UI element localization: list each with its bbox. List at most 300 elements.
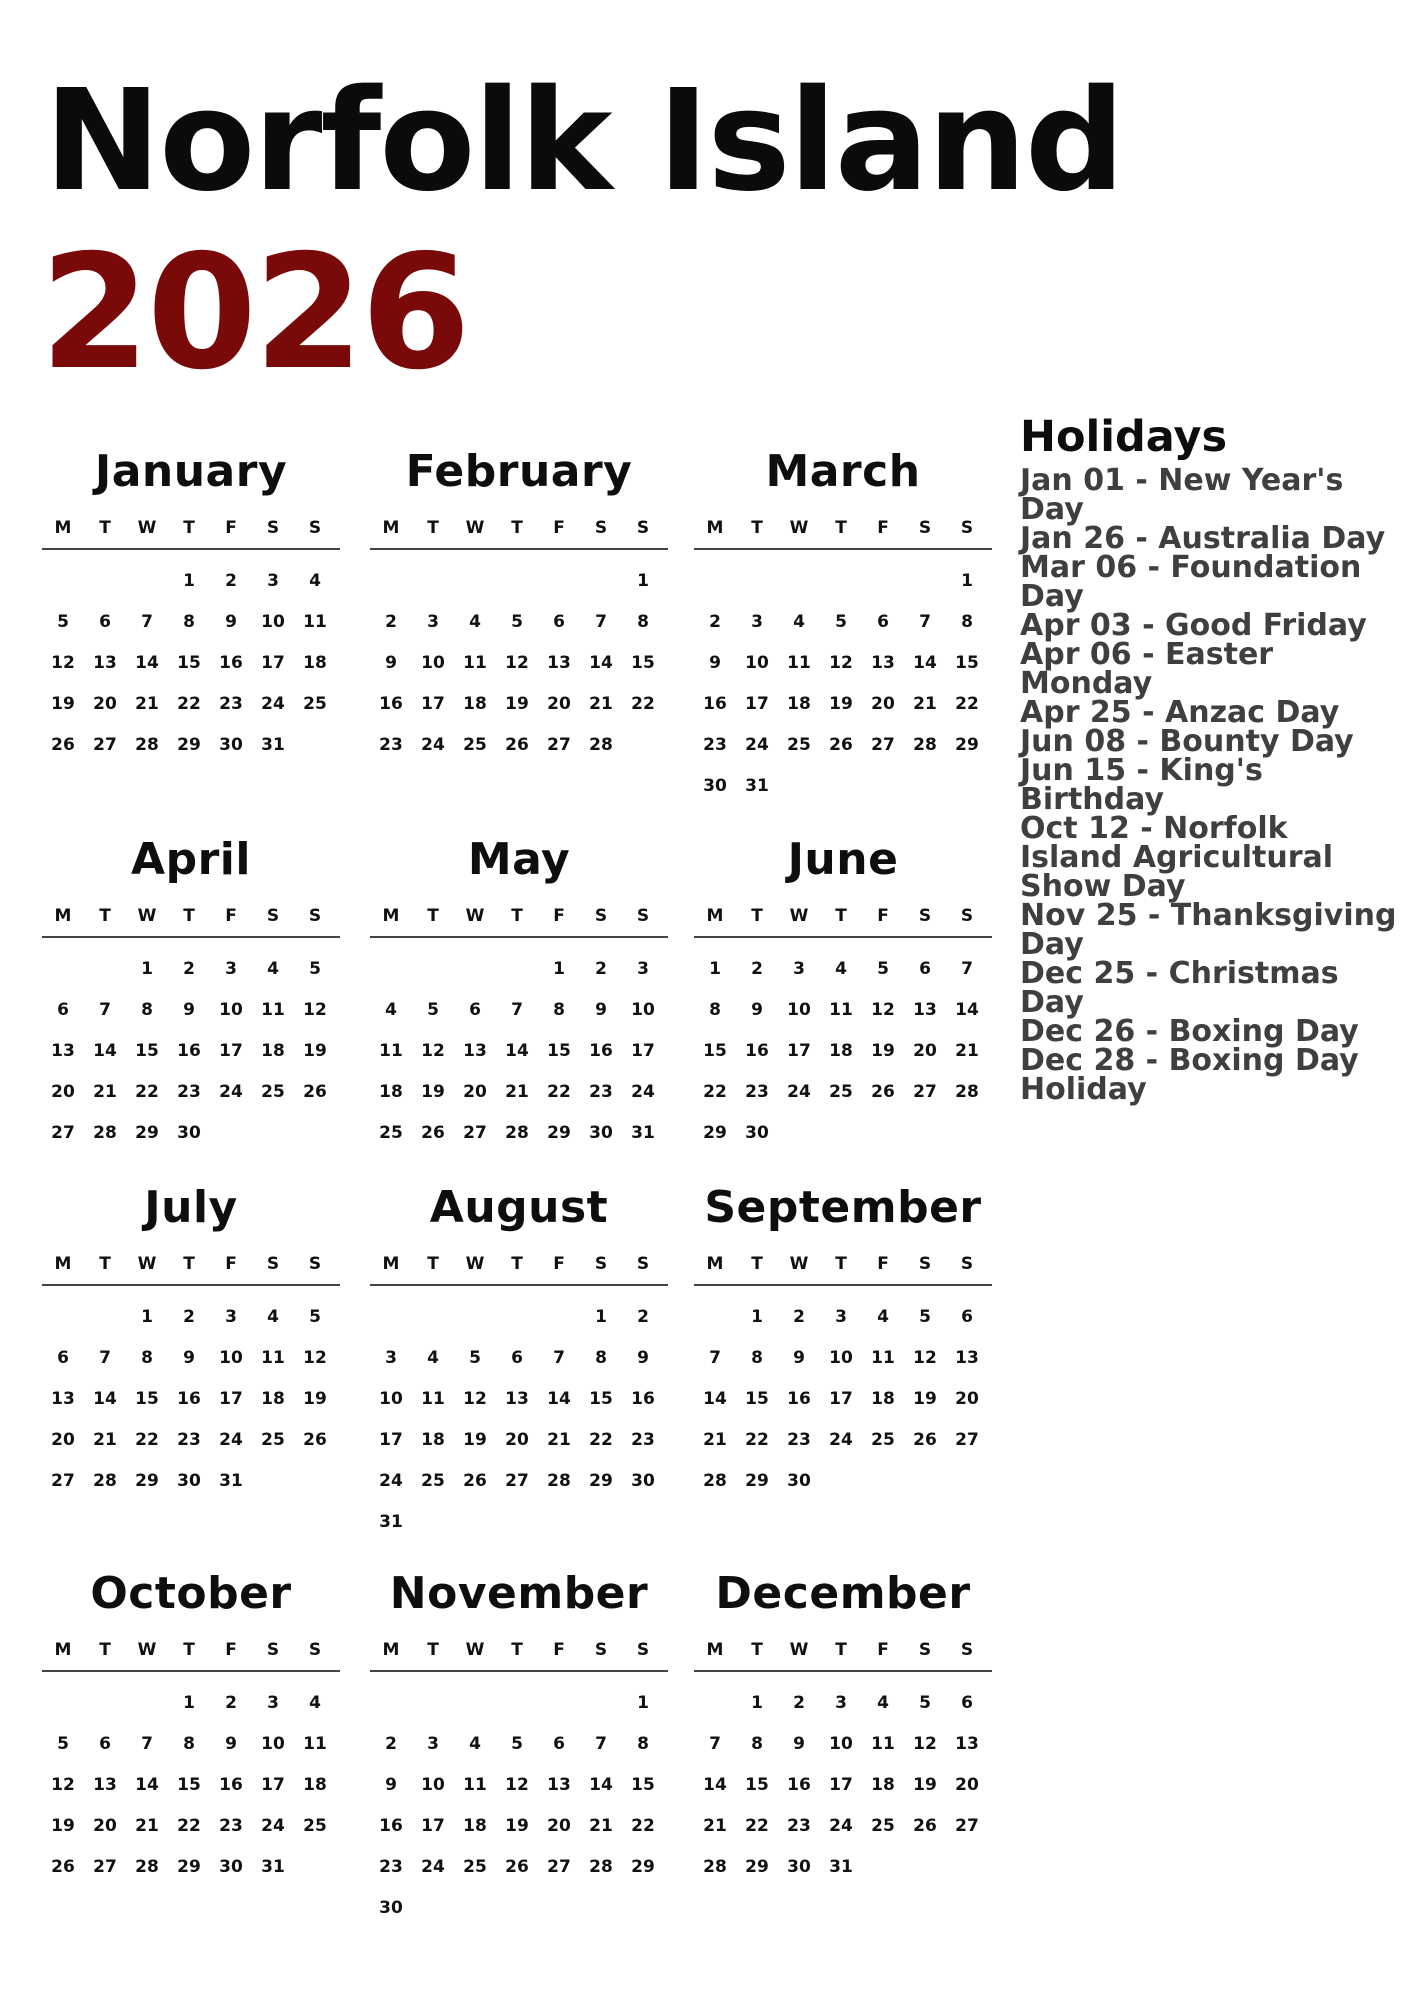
day-cell: 7 (961, 958, 973, 979)
day-cell: 24 (829, 1429, 853, 1450)
day-cell: 17 (421, 1815, 445, 1836)
day-cell: 1 (595, 1306, 607, 1327)
holidays-list (1020, 463, 1400, 1107)
day-cell: 23 (177, 1081, 201, 1102)
day-cell: 25 (787, 734, 811, 755)
month-name: September (704, 1182, 982, 1233)
day-cell: 6 (553, 611, 565, 632)
day-cell: 27 (913, 1081, 937, 1102)
day-cell: 11 (261, 1347, 285, 1368)
holiday-item: Dec 26 - Boxing Day (1020, 1014, 1359, 1049)
day-cell: 30 (177, 1122, 201, 1143)
day-cell: 14 (135, 652, 159, 673)
day-cell: 31 (631, 1122, 655, 1143)
day-cell: 16 (787, 1388, 811, 1409)
day-cell: 7 (511, 999, 523, 1020)
day-cell: 7 (141, 1733, 153, 1754)
day-cell: 19 (505, 693, 529, 714)
weekday-label: T (183, 1640, 195, 1660)
day-cell: 14 (547, 1388, 571, 1409)
day-cell: 25 (421, 1470, 445, 1491)
day-cell: 7 (595, 1733, 607, 1754)
day-cell: 13 (955, 1347, 979, 1368)
day-cell: 22 (955, 693, 979, 714)
weekday-label: T (511, 1254, 523, 1274)
day-cell: 10 (379, 1388, 403, 1409)
day-cell: 21 (703, 1815, 727, 1836)
day-cell: 3 (385, 1347, 397, 1368)
day-cell: 11 (829, 999, 853, 1020)
weekday-label: S (266, 1640, 280, 1660)
days-grid (42, 560, 340, 765)
day-cell: 1 (183, 570, 195, 591)
day-cell: 11 (303, 611, 327, 632)
day-cell: 24 (219, 1429, 243, 1450)
weekday-label: T (751, 1254, 763, 1274)
day-cell: 22 (745, 1815, 769, 1836)
day-cell: 12 (829, 652, 853, 673)
month-april (42, 832, 340, 1153)
day-cell: 4 (267, 1306, 279, 1327)
month-july (42, 1180, 340, 1501)
weekday-header (42, 1254, 340, 1286)
day-cell: 9 (793, 1733, 805, 1754)
days-grid (42, 1296, 340, 1501)
day-cell: 19 (505, 1815, 529, 1836)
day-cell: 20 (955, 1774, 979, 1795)
day-cell: 11 (871, 1733, 895, 1754)
weekday-header (42, 1640, 340, 1672)
weekday-label: T (835, 518, 847, 538)
day-cell: 4 (877, 1692, 889, 1713)
day-cell: 29 (177, 1856, 201, 1877)
day-cell: 4 (793, 611, 805, 632)
day-cell: 24 (787, 1081, 811, 1102)
day-cell: 22 (177, 693, 201, 714)
day-cell: 19 (871, 1040, 895, 1061)
holiday-item: Apr 03 - Good Friday (1020, 608, 1367, 643)
day-cell: 22 (177, 1815, 201, 1836)
month-name: June (787, 834, 899, 885)
day-cell: 24 (219, 1081, 243, 1102)
day-cell: 18 (303, 652, 327, 673)
day-cell: 2 (225, 570, 237, 591)
day-cell: 23 (745, 1081, 769, 1102)
day-cell: 12 (505, 1774, 529, 1795)
day-cell: 20 (93, 693, 117, 714)
day-cell: 3 (225, 958, 237, 979)
day-cell: 17 (261, 652, 285, 673)
day-cell: 1 (709, 958, 721, 979)
day-cell: 29 (955, 734, 979, 755)
day-cell: 10 (631, 999, 655, 1020)
day-cell: 5 (309, 1306, 321, 1327)
day-cell: 10 (787, 999, 811, 1020)
day-cell: 15 (589, 1388, 613, 1409)
day-cell: 8 (637, 611, 649, 632)
day-cell: 8 (709, 999, 721, 1020)
day-cell: 21 (93, 1429, 117, 1450)
day-cell: 2 (751, 958, 763, 979)
holiday-item: Mar 06 - Foundation Day (1020, 550, 1362, 614)
day-cell: 31 (219, 1470, 243, 1491)
day-cell: 24 (421, 734, 445, 755)
days-grid (694, 1682, 992, 1887)
month-name: December (715, 1568, 971, 1619)
day-cell: 22 (547, 1081, 571, 1102)
day-cell: 17 (219, 1388, 243, 1409)
day-cell: 23 (631, 1429, 655, 1450)
month-name: November (389, 1568, 649, 1619)
day-cell: 2 (637, 1306, 649, 1327)
weekday-label: M (54, 906, 72, 926)
day-cell: 13 (505, 1388, 529, 1409)
weekday-label: F (877, 1254, 889, 1274)
day-cell: 21 (93, 1081, 117, 1102)
day-cell: 18 (463, 1815, 487, 1836)
day-cell: 31 (379, 1511, 403, 1532)
day-cell: 13 (51, 1388, 75, 1409)
month-february (370, 444, 668, 765)
day-cell: 6 (961, 1306, 973, 1327)
day-cell: 10 (261, 611, 285, 632)
weekday-label: T (835, 906, 847, 926)
day-cell: 30 (703, 775, 727, 796)
day-cell: 22 (135, 1081, 159, 1102)
weekday-label: M (382, 1640, 400, 1660)
day-cell: 29 (547, 1122, 571, 1143)
day-cell: 13 (547, 652, 571, 673)
day-cell: 25 (303, 693, 327, 714)
day-cell: 14 (135, 1774, 159, 1795)
day-cell: 5 (835, 611, 847, 632)
day-cell: 27 (463, 1122, 487, 1143)
day-cell: 26 (51, 1856, 75, 1877)
day-cell: 11 (261, 999, 285, 1020)
day-cell: 18 (871, 1388, 895, 1409)
day-cell: 11 (379, 1040, 403, 1061)
day-cell: 27 (547, 734, 571, 755)
weekday-header (370, 1640, 668, 1672)
weekday-header (370, 518, 668, 550)
weekday-label: W (465, 518, 485, 538)
month-march (694, 444, 992, 806)
day-cell: 30 (745, 1122, 769, 1143)
day-cell: 16 (219, 652, 243, 673)
day-cell: 27 (871, 734, 895, 755)
days-grid (694, 1296, 992, 1501)
days-grid (694, 560, 992, 806)
day-cell: 4 (309, 1692, 321, 1713)
weekday-label: S (636, 906, 650, 926)
day-cell: 6 (553, 1733, 565, 1754)
day-cell: 2 (183, 958, 195, 979)
weekday-label: F (553, 518, 565, 538)
day-cell: 14 (589, 1774, 613, 1795)
day-cell: 13 (93, 652, 117, 673)
day-cell: 6 (961, 1692, 973, 1713)
day-cell: 5 (57, 611, 69, 632)
day-cell: 6 (469, 999, 481, 1020)
weekday-label: W (465, 1254, 485, 1274)
holiday-item: Apr 06 - Easter Monday (1020, 637, 1274, 701)
day-cell: 3 (267, 570, 279, 591)
day-cell: 9 (751, 999, 763, 1020)
weekday-label: F (225, 1254, 237, 1274)
day-cell: 13 (547, 1774, 571, 1795)
day-cell: 13 (93, 1774, 117, 1795)
day-cell: 3 (751, 611, 763, 632)
day-cell: 23 (589, 1081, 613, 1102)
day-cell: 5 (877, 958, 889, 979)
day-cell: 12 (505, 652, 529, 673)
day-cell: 5 (511, 1733, 523, 1754)
day-cell: 3 (835, 1692, 847, 1713)
day-cell: 20 (463, 1081, 487, 1102)
holidays-panel (1020, 412, 1400, 1107)
weekday-header (694, 1254, 992, 1286)
day-cell: 17 (745, 693, 769, 714)
day-cell: 2 (225, 1692, 237, 1713)
day-cell: 20 (871, 693, 895, 714)
day-cell: 20 (505, 1429, 529, 1450)
day-cell: 19 (913, 1774, 937, 1795)
day-cell: 3 (835, 1306, 847, 1327)
day-cell: 10 (219, 999, 243, 1020)
weekday-label: M (706, 1640, 724, 1660)
day-cell: 28 (135, 1856, 159, 1877)
day-cell: 31 (829, 1856, 853, 1877)
day-cell: 1 (637, 1692, 649, 1713)
month-january (42, 444, 340, 765)
day-cell: 11 (787, 652, 811, 673)
day-cell: 30 (379, 1897, 403, 1918)
day-cell: 6 (99, 1733, 111, 1754)
holiday-item: Jun 15 - King's Birthday (1020, 753, 1263, 817)
month-october (42, 1566, 340, 1887)
day-cell: 16 (219, 1774, 243, 1795)
day-cell: 10 (421, 1774, 445, 1795)
weekday-label: T (99, 1640, 111, 1660)
day-cell: 5 (919, 1306, 931, 1327)
day-cell: 8 (553, 999, 565, 1020)
day-cell: 5 (919, 1692, 931, 1713)
weekday-header (370, 906, 668, 938)
weekday-label: F (877, 1640, 889, 1660)
day-cell: 7 (595, 611, 607, 632)
weekday-label: T (835, 1254, 847, 1274)
weekday-label: F (553, 1254, 565, 1274)
day-cell: 9 (709, 652, 721, 673)
day-cell: 8 (751, 1347, 763, 1368)
day-cell: 8 (141, 1347, 153, 1368)
day-cell: 28 (913, 734, 937, 755)
weekday-label: W (789, 518, 809, 538)
day-cell: 7 (553, 1347, 565, 1368)
day-cell: 25 (829, 1081, 853, 1102)
weekday-label: T (99, 1254, 111, 1274)
day-cell: 19 (51, 1815, 75, 1836)
month-name: July (144, 1182, 238, 1233)
day-cell: 28 (93, 1470, 117, 1491)
day-cell: 15 (955, 652, 979, 673)
day-cell: 28 (93, 1122, 117, 1143)
weekday-label: W (789, 1640, 809, 1660)
day-cell: 12 (303, 999, 327, 1020)
day-cell: 8 (183, 611, 195, 632)
weekday-label: T (751, 518, 763, 538)
weekday-label: S (918, 1254, 932, 1274)
weekday-label: F (225, 518, 237, 538)
day-cell: 11 (463, 652, 487, 673)
day-cell: 4 (427, 1347, 439, 1368)
weekday-label: W (137, 518, 157, 538)
day-cell: 2 (793, 1306, 805, 1327)
day-cell: 24 (261, 693, 285, 714)
day-cell: 31 (745, 775, 769, 796)
day-cell: 6 (877, 611, 889, 632)
day-cell: 18 (421, 1429, 445, 1450)
weekday-label: S (918, 906, 932, 926)
day-cell: 6 (57, 999, 69, 1020)
day-cell: 29 (631, 1856, 655, 1877)
day-cell: 30 (589, 1122, 613, 1143)
day-cell: 17 (631, 1040, 655, 1061)
day-cell: 2 (793, 1692, 805, 1713)
day-cell: 12 (463, 1388, 487, 1409)
month-november (370, 1566, 668, 1928)
weekday-label: W (789, 906, 809, 926)
day-cell: 23 (379, 734, 403, 755)
day-cell: 11 (871, 1347, 895, 1368)
day-cell: 18 (871, 1774, 895, 1795)
day-cell: 10 (829, 1347, 853, 1368)
weekday-label: W (465, 906, 485, 926)
weekday-label: T (835, 1640, 847, 1660)
weekday-label: S (266, 906, 280, 926)
day-cell: 13 (51, 1040, 75, 1061)
day-cell: 30 (787, 1856, 811, 1877)
day-cell: 12 (51, 1774, 75, 1795)
weekday-label: S (960, 906, 974, 926)
day-cell: 21 (913, 693, 937, 714)
weekday-label: W (137, 1254, 157, 1274)
weekday-label: M (382, 906, 400, 926)
day-cell: 5 (309, 958, 321, 979)
day-cell: 27 (955, 1429, 979, 1450)
day-cell: 21 (589, 693, 613, 714)
day-cell: 26 (421, 1122, 445, 1143)
day-cell: 14 (93, 1040, 117, 1061)
day-cell: 8 (141, 999, 153, 1020)
day-cell: 1 (961, 570, 973, 591)
day-cell: 25 (261, 1429, 285, 1450)
day-cell: 4 (835, 958, 847, 979)
day-cell: 9 (183, 999, 195, 1020)
day-cell: 6 (99, 611, 111, 632)
day-cell: 22 (703, 1081, 727, 1102)
weekday-label: T (511, 906, 523, 926)
day-cell: 25 (871, 1815, 895, 1836)
weekday-header (694, 1640, 992, 1672)
weekday-label: M (54, 1640, 72, 1660)
month-december (694, 1566, 992, 1887)
day-cell: 9 (225, 1733, 237, 1754)
day-cell: 28 (589, 734, 613, 755)
day-cell: 20 (93, 1815, 117, 1836)
day-cell: 16 (379, 693, 403, 714)
day-cell: 20 (51, 1081, 75, 1102)
day-cell: 10 (421, 652, 445, 673)
day-cell: 24 (379, 1470, 403, 1491)
day-cell: 1 (553, 958, 565, 979)
day-cell: 1 (751, 1306, 763, 1327)
day-cell: 13 (463, 1040, 487, 1061)
day-cell: 3 (637, 958, 649, 979)
day-cell: 18 (787, 693, 811, 714)
day-cell: 4 (469, 1733, 481, 1754)
weekday-label: S (636, 518, 650, 538)
day-cell: 24 (745, 734, 769, 755)
day-cell: 3 (267, 1692, 279, 1713)
day-cell: 28 (589, 1856, 613, 1877)
day-cell: 17 (261, 1774, 285, 1795)
day-cell: 4 (469, 611, 481, 632)
day-cell: 24 (261, 1815, 285, 1836)
day-cell: 25 (261, 1081, 285, 1102)
day-cell: 26 (303, 1081, 327, 1102)
day-cell: 19 (303, 1388, 327, 1409)
day-cell: 1 (141, 958, 153, 979)
day-cell: 17 (829, 1774, 853, 1795)
day-cell: 18 (463, 693, 487, 714)
day-cell: 15 (547, 1040, 571, 1061)
weekday-label: S (266, 1254, 280, 1274)
day-cell: 27 (547, 1856, 571, 1877)
weekday-label: F (877, 518, 889, 538)
day-cell: 30 (219, 734, 243, 755)
day-cell: 28 (547, 1470, 571, 1491)
day-cell: 27 (955, 1815, 979, 1836)
day-cell: 16 (631, 1388, 655, 1409)
day-cell: 27 (51, 1122, 75, 1143)
day-cell: 1 (637, 570, 649, 591)
weekday-label: T (751, 906, 763, 926)
day-cell: 9 (793, 1347, 805, 1368)
day-cell: 7 (99, 999, 111, 1020)
day-cell: 20 (547, 1815, 571, 1836)
weekday-label: S (918, 518, 932, 538)
weekday-label: T (183, 518, 195, 538)
day-cell: 28 (505, 1122, 529, 1143)
day-cell: 15 (177, 652, 201, 673)
day-cell: 1 (751, 1692, 763, 1713)
day-cell: 10 (745, 652, 769, 673)
day-cell: 28 (703, 1470, 727, 1491)
day-cell: 11 (463, 1774, 487, 1795)
month-name: May (467, 834, 571, 885)
day-cell: 17 (829, 1388, 853, 1409)
day-cell: 26 (913, 1815, 937, 1836)
day-cell: 14 (703, 1388, 727, 1409)
day-cell: 27 (51, 1470, 75, 1491)
day-cell: 15 (177, 1774, 201, 1795)
day-cell: 22 (631, 1815, 655, 1836)
day-cell: 26 (303, 1429, 327, 1450)
holidays-title: Holidays (1020, 412, 1228, 462)
day-cell: 21 (703, 1429, 727, 1450)
holiday-item: Jun 08 - Bounty Day (1020, 724, 1354, 759)
